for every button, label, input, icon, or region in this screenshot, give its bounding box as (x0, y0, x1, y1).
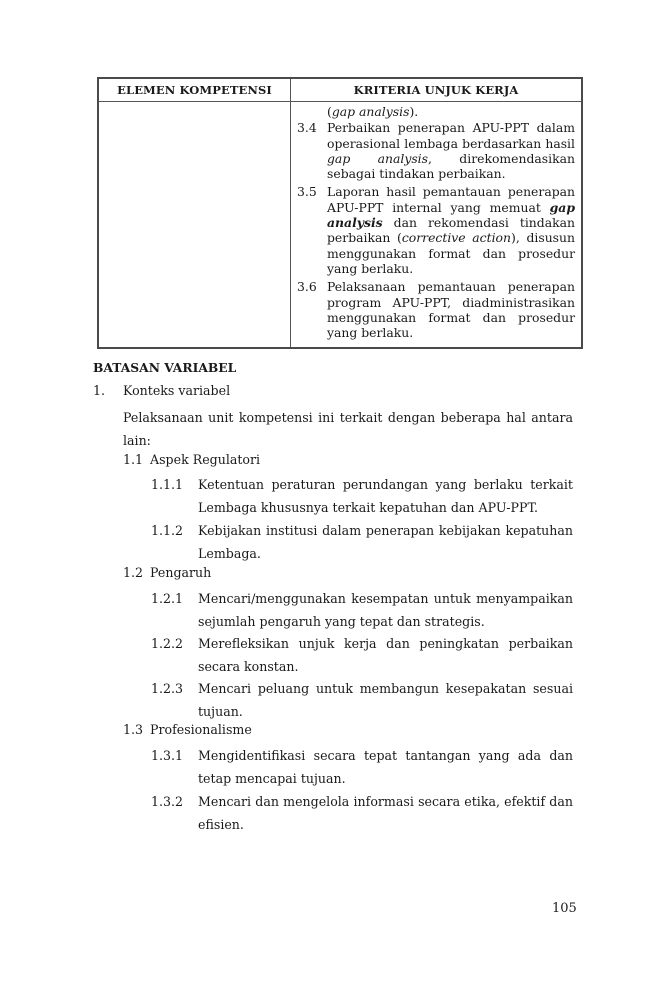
subsection-label: Aspek Regulatori (150, 452, 261, 467)
list-number: 1. (93, 383, 106, 398)
header-kriteria-unjuk-kerja: KRITERIA UNJUK KERJA (353, 83, 519, 97)
text-run: , direkomendasikan sebagai tindakan perbaikan. (327, 150, 576, 182)
table-body-row (99, 102, 581, 347)
item-number: 1.2.2 (151, 636, 184, 651)
text-run: Pelaksanaan pemantauan penerapan program APU-PPT, diadministrasikan menggunakan format dan prosedur yang berlaku. (327, 279, 575, 341)
subsection-item (151, 744, 573, 790)
kuk-item (297, 279, 575, 340)
text-run: ), disusun menggunakan format dan prosedur yang berlaku. (327, 230, 575, 276)
subsection-label: Profesionalisme (150, 722, 252, 737)
kuk-item-text (327, 279, 575, 340)
emphasis-run: corrective action (401, 230, 512, 246)
item-text: Ketentuan peraturan perundangan yang berlaku terkait Lembaga khususnya terkait kepatuhan dan APU-PPT. (198, 477, 573, 515)
subsection-number: 1.1 (123, 452, 144, 467)
intro-paragraph: Pelaksanaan unit kompetensi ini terkait dengan beberapa hal antara lain: (123, 410, 573, 448)
item-text: Mengidentifikasi secara tepat tantangan yang ada dan tetap mencapai tujuan. (198, 748, 573, 786)
header-elemen-kompetensi: ELEMEN KOMPETENSI (99, 79, 291, 101)
item-text: Mencari/menggunakan kesempatan untuk menyampaikan sejumlah pengaruh yang tepat dan strategis. (198, 591, 573, 629)
item-text: Kebijakan institusi dalam penerapan kebijakan kepatuhan Lembaga. (198, 523, 573, 561)
kuk-item-text (327, 184, 575, 276)
paren-open: ( (327, 104, 332, 119)
kuk-item-number: 3.5 (297, 184, 317, 200)
subsection-number: 1.2 (123, 565, 144, 580)
item-number: 1.2.1 (151, 591, 184, 606)
item-number: 1.1.2 (151, 523, 184, 538)
page-number: 105 (552, 901, 577, 916)
subsection-item (151, 790, 573, 836)
item-number: 1.3.1 (151, 748, 184, 763)
competency-table (97, 77, 583, 349)
list-label: Konteks variabel (123, 383, 231, 398)
emphasis-run: gap analysis (327, 199, 575, 231)
item-text: Mencari dan mengelola informasi secara etika, efektif dan efisien. (198, 794, 573, 832)
table-header-row (99, 79, 581, 102)
kuk-item (297, 120, 575, 181)
subsection-item (151, 473, 573, 519)
subsection-item (151, 632, 573, 678)
item-number: 1.2.3 (151, 681, 184, 696)
paren-close: ). (409, 104, 419, 119)
kuk-item (297, 184, 575, 276)
kriteria-cell (291, 102, 581, 347)
subsection-number: 1.3 (123, 722, 144, 737)
subsection-item (151, 519, 573, 565)
subsection-heading (123, 452, 260, 467)
text-run: Laporan hasil pemantauan penerapan APU-PPT internal yang memuat (327, 184, 575, 215)
subsection-heading (123, 722, 252, 737)
kuk-item-number: 3.4 (297, 120, 317, 136)
kuk-item-text (327, 120, 575, 181)
subsection-label: Pengaruh (150, 565, 212, 580)
item-number: 1.1.1 (151, 477, 184, 492)
kuk-item-list (297, 120, 575, 340)
subsection-item (151, 587, 573, 633)
emphasis-run: gap analysis (327, 150, 429, 166)
section-title: BATASAN VARIABEL (93, 360, 237, 375)
item-text: Mencari peluang untuk membangun kesepakatan sesuai tujuan. (198, 681, 573, 719)
subsection-item (151, 677, 573, 723)
kuk-item-number: 3.6 (297, 279, 317, 295)
continued-text (297, 104, 575, 119)
subsection-heading (123, 565, 211, 580)
text-run: Perbaikan penerapan APU-PPT dalam operasional lembaga berdasarkan hasil (327, 120, 575, 151)
item-number: 1.3.2 (151, 794, 184, 809)
item-text: Merefleksikan unjuk kerja dan peningkatan perbaikan secara konstan. (198, 636, 573, 674)
elemen-cell-empty (99, 102, 291, 347)
italic-term: gap analysis (331, 104, 410, 119)
text-run: dan rekomendasi tindakan perbaikan ( (327, 215, 575, 246)
